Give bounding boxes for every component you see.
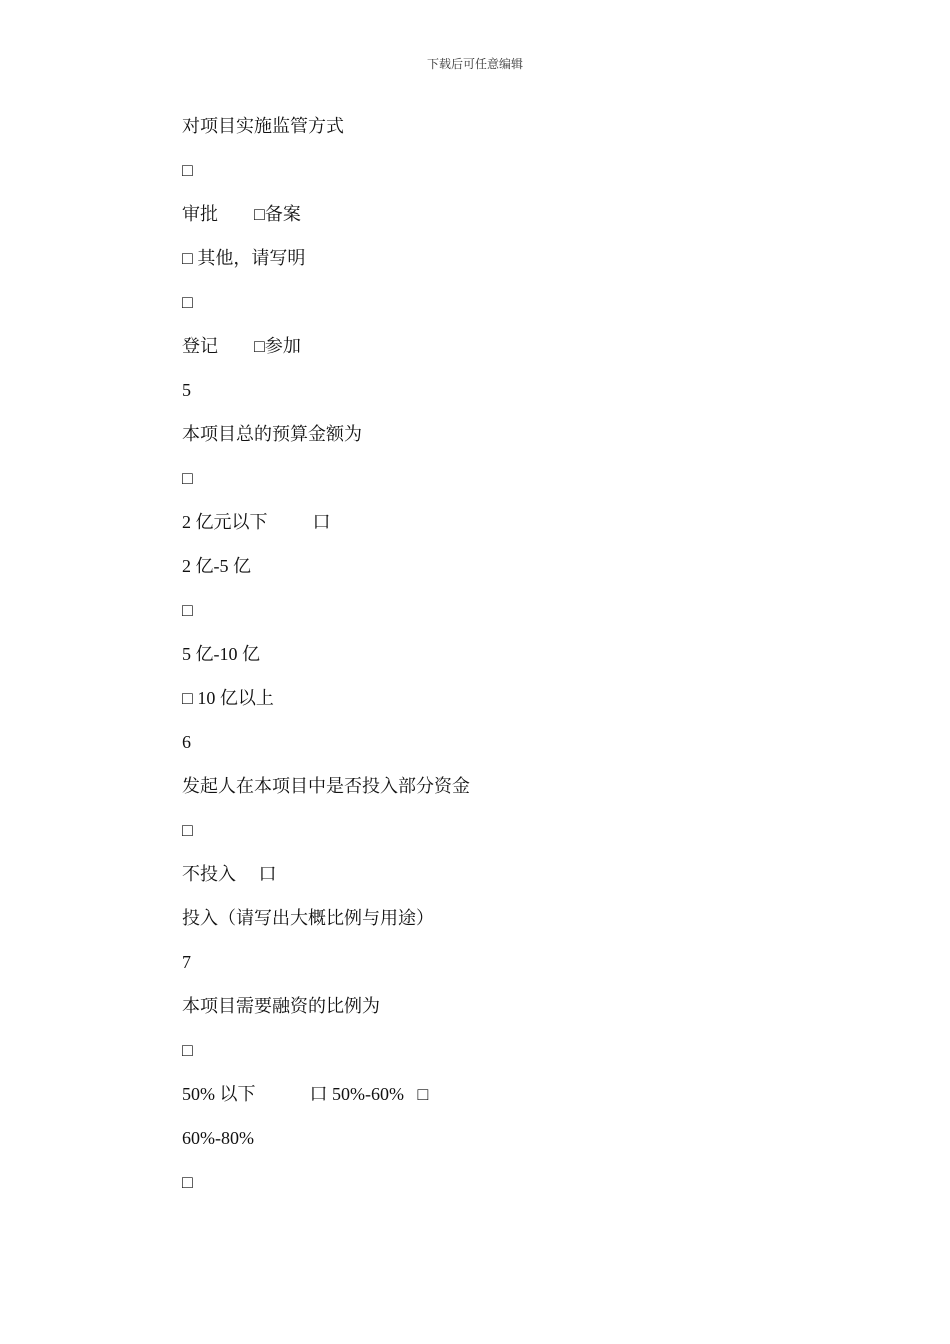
- question-7-title: 本项目需要融资的比例为: [182, 996, 380, 1016]
- checkbox-line[interactable]: □: [182, 160, 193, 180]
- question-4-title: 对项目实施监管方式: [182, 116, 344, 136]
- option-budget-under-2[interactable]: 2 亿元以下 口: [182, 512, 331, 532]
- question-number-5: 5: [182, 380, 191, 400]
- question-5-title: 本项目总的预算金额为: [182, 424, 362, 444]
- page-header: 下载后可任意编辑: [426, 57, 523, 71]
- checkbox-line[interactable]: □: [182, 820, 193, 840]
- option-financing-ratio[interactable]: 50% 以下 口 50%-60% □: [182, 1084, 429, 1104]
- checkbox-line[interactable]: □: [182, 1172, 193, 1192]
- question-6-title: 发起人在本项目中是否投入部分资金: [182, 776, 470, 796]
- option-budget-2-5: 2 亿-5 亿: [182, 556, 251, 576]
- checkbox-line[interactable]: □: [182, 292, 193, 312]
- option-other-specify[interactable]: □ 其他，请写明: [182, 248, 306, 268]
- option-no-investment[interactable]: 不投入 口: [182, 864, 277, 884]
- document-body: [182, 114, 822, 1214]
- option-financing-60-80: 60%-80%: [182, 1128, 254, 1148]
- option-budget-over-10[interactable]: □ 10 亿以上: [182, 688, 274, 708]
- checkbox-line[interactable]: □: [182, 1040, 193, 1060]
- option-budget-5-10: 5 亿-10 亿: [182, 644, 260, 664]
- option-approval-filing[interactable]: 审批 □备案: [182, 204, 301, 224]
- checkbox-line[interactable]: □: [182, 468, 193, 488]
- option-register-participate[interactable]: 登记 □参加: [182, 336, 301, 356]
- option-investment-specify: 投入（请写出大概比例与用途）: [182, 908, 434, 928]
- question-number-7: 7: [182, 952, 191, 972]
- checkbox-line[interactable]: □: [182, 600, 193, 620]
- question-number-6: 6: [182, 732, 191, 752]
